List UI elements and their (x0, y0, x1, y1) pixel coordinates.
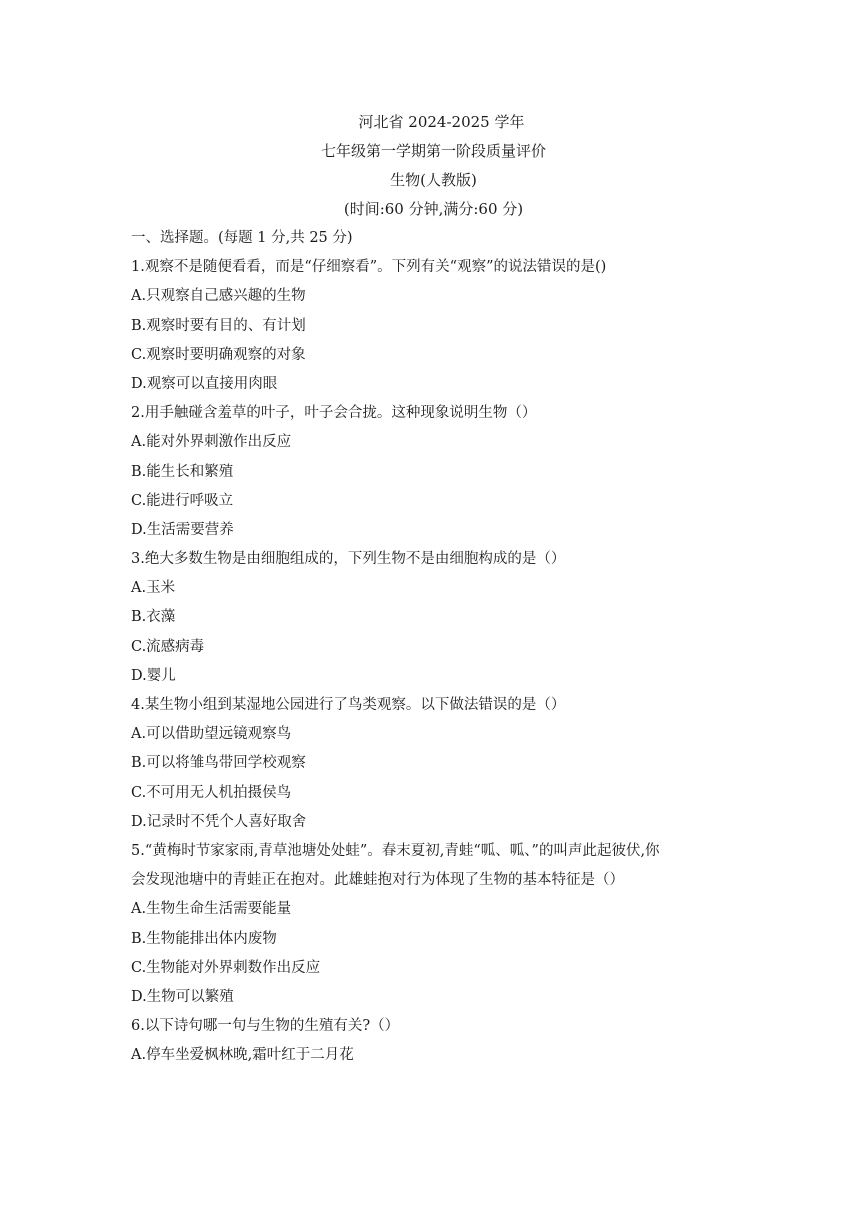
option-d: D.记录时不凭个人喜好取舍 (131, 813, 307, 830)
question-4 (131, 691, 751, 837)
exam-header (0, 108, 867, 224)
question-stem: 5.“黄梅时节家家雨,青草池塘处处蛙”。春末夏初,青蛙“呱、呱、”的叫声此起彼伏,你 (131, 842, 660, 859)
option-a: A.可以借助望远镜观察鸟 (131, 726, 292, 743)
option-d: D.生物可以繁殖 (131, 988, 234, 1005)
question-stem: 4.某生物小组到某湿地公园进行了鸟类观察。以下做法错误的是（） (131, 697, 566, 713)
exam-title: 七年级第一学期第一阶段质量评价 (320, 142, 546, 160)
question-stem-continued: 会发现池塘中的青蛙正在抱对。此雄蛙抱对行为体现了生物的基本特征是（） (131, 872, 624, 889)
option-b: B.生物能排出体内废物 (131, 930, 277, 947)
option-c: C.不可用无人机拍摄侯鸟 (131, 784, 292, 801)
question-3 (131, 545, 751, 691)
section-title: 一、选择题。(每题 1 分,共 25 分) (131, 230, 353, 246)
question-2 (131, 399, 751, 545)
subject-title: 生物(人教版) (390, 171, 477, 189)
option-a: A.玉米 (131, 580, 176, 597)
option-c: C.观察时要明确观察的对象 (131, 346, 306, 363)
exam-content (131, 224, 751, 1070)
option-a: A.生物生命生活需要能量 (131, 901, 292, 918)
option-d: D.观察可以直接用肉眼 (131, 375, 278, 392)
option-d: D.婴儿 (131, 667, 176, 684)
option-b: B.可以将雏鸟带回学校观察 (131, 755, 306, 772)
option-c: C.能进行呼吸立 (131, 492, 234, 509)
option-b: B.观察时要有目的、有计划 (131, 317, 306, 334)
option-a: A.停车坐爱枫林晚,霜叶红于二月花 (131, 1047, 354, 1064)
option-a: A.只观察自己感兴趣的生物 (131, 288, 306, 305)
question-1 (131, 253, 751, 399)
question-5 (131, 837, 751, 1012)
option-b: B.能生长和繁殖 (131, 463, 234, 480)
option-b: B.衣藻 (131, 609, 176, 626)
region-year-title: 河北省 2024-2025 学年 (358, 113, 525, 131)
question-6 (131, 1012, 751, 1070)
question-stem: 6.以下诗句哪一句与生物的生殖有关?（） (131, 1018, 400, 1035)
option-c: C.生物能对外界刺数作出反应 (131, 959, 321, 976)
question-stem: 1.观察不是随便看看，而是“仔细察看”。下列有关“观察”的说法错误的是() (131, 259, 607, 276)
time-score-info: (时间:60 分钟,满分:60 分) (343, 200, 524, 218)
option-a: A.能对外界刺激作出反应 (131, 434, 292, 451)
option-d: D.生活需要营养 (131, 521, 234, 538)
question-stem: 3.绝大多数生物是由细胞组成的，下列生物不是由细胞构成的是（） (131, 551, 566, 568)
option-c: C.流感病毒 (131, 638, 205, 655)
question-stem: 2.用手触碰含羞草的叶子，叶子会合拢。这种现象说明生物（） (131, 405, 537, 422)
